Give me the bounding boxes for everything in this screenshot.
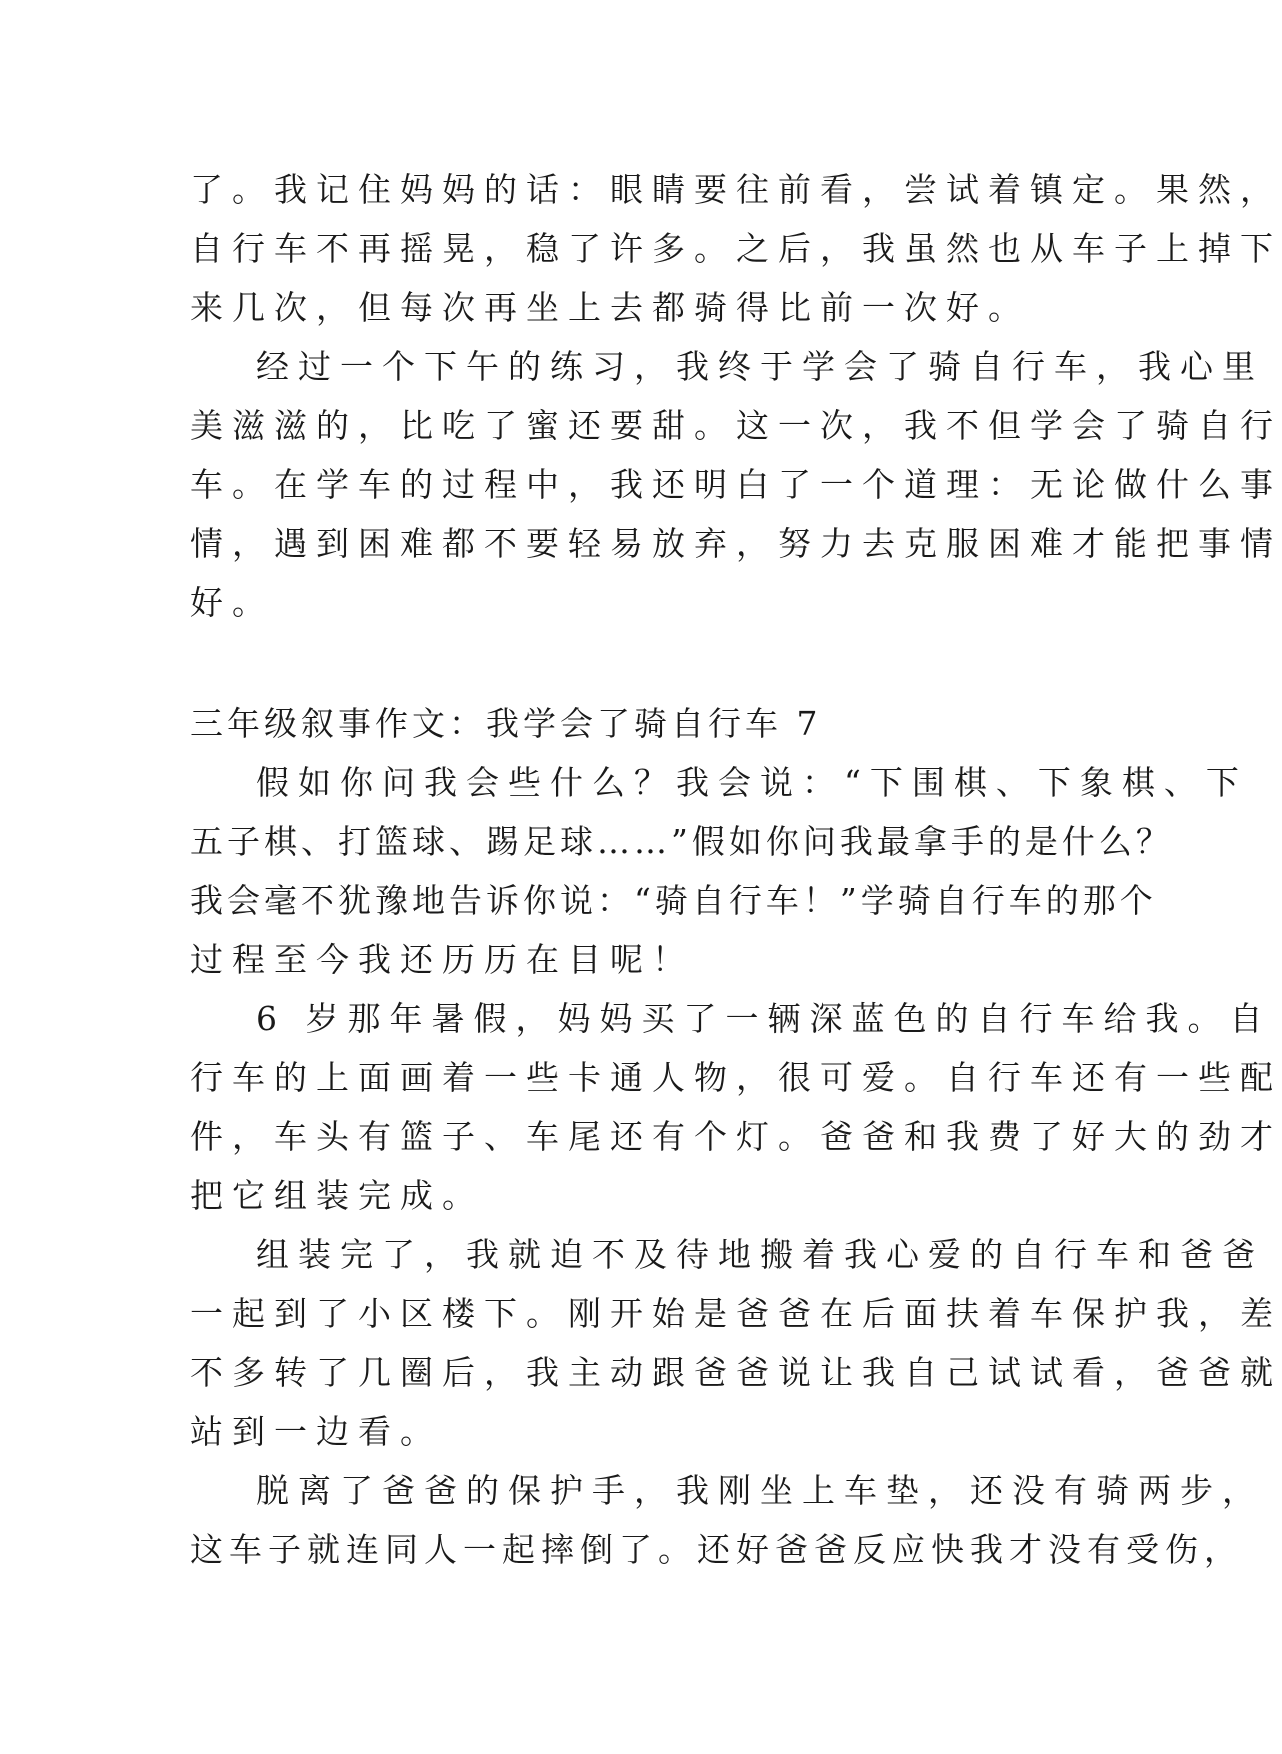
paragraph-4 xyxy=(190,989,1282,1225)
text-line: 6 岁那年暑假，妈妈买了一辆深蓝色的自行车给我。自 xyxy=(256,999,1272,1038)
paragraph-1 xyxy=(190,160,1282,337)
document-page xyxy=(190,160,1282,1579)
text-line: 自行车不再摇晃，稳了许多。之后，我虽然也从车子上掉下 xyxy=(190,229,1282,268)
text-line: 把它组装完成。 xyxy=(190,1176,484,1215)
text-line: 行车的上面画着一些卡通人物，很可爱。自行车还有一些配 xyxy=(190,1058,1282,1097)
text-line: 来几次，但每次再坐上去都骑得比前一次好。 xyxy=(190,288,1030,327)
text-line: 件，车头有篮子、车尾还有个灯。爸爸和我费了好大的劲才 xyxy=(190,1117,1282,1156)
text-line: 一起到了小区楼下。刚开始是爸爸在后面扶着车保护我，差 xyxy=(190,1294,1282,1333)
text-line: 五子棋、打篮球、踢足球……”假如你问我最拿手的是什么？ xyxy=(190,822,1173,861)
text-line: 过程至今我还历历在目呢！ xyxy=(190,940,694,979)
section-heading: 三年级叙事作文：我学会了骑自行车 7 xyxy=(190,704,822,743)
text-line: 不多转了几圈后，我主动跟爸爸说让我自己试试看，爸爸就 xyxy=(190,1353,1282,1392)
text-line: 情，遇到困难都不要轻易放弃，努力去克服困难才能把事情 xyxy=(190,524,1282,563)
text-line: 车。在学车的过程中，我还明白了一个道理：无论做什么事 xyxy=(190,465,1282,504)
text-line: 站到一边看。 xyxy=(190,1412,442,1451)
text-line: 组装完了，我就迫不及待地搬着我心爱的自行车和爸爸 xyxy=(256,1235,1264,1274)
text-line: 脱离了爸爸的保护手，我刚坐上车垫，还没有骑两步， xyxy=(256,1471,1264,1510)
text-line: 假如你问我会些什么？我会说：“下围棋、下象棋、下 xyxy=(256,763,1248,802)
text-line: 好。 xyxy=(190,583,274,622)
section-gap xyxy=(190,632,1060,694)
paragraph-5 xyxy=(190,1225,1282,1461)
paragraph-2 xyxy=(190,337,1282,632)
paragraph-6 xyxy=(190,1461,1264,1579)
text-line: 这车子就连同人一起摔倒了。还好爸爸反应快我才没有受伤， xyxy=(190,1530,1243,1569)
text-line: 美滋滋的，比吃了蜜还要甜。这一次，我不但学会了骑自行 xyxy=(190,406,1282,445)
text-line: 了。我记住妈妈的话：眼睛要往前看，尝试着镇定。果然， xyxy=(190,170,1282,209)
text-line: 我会毫不犹豫地告诉你说：“骑自行车！”学骑自行车的那个 xyxy=(190,881,1157,920)
text-line: 经过一个下午的练习，我终于学会了骑自行车，我心里 xyxy=(256,347,1264,386)
paragraph-3 xyxy=(190,753,1248,989)
